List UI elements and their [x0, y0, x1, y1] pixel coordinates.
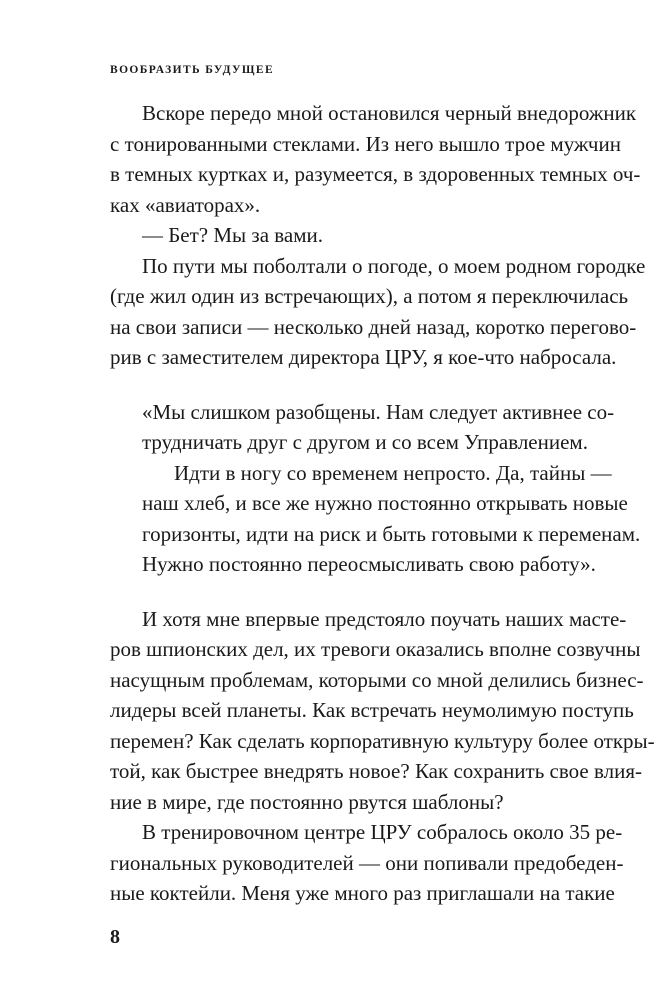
running-head: ВООБРАЗИТЬ БУДУЩЕЕ — [110, 64, 275, 76]
quote-line: Нужно постоянно переосмысливать свою работу». — [142, 552, 596, 576]
text-line: с тонированными стеклами. Из него вышло трое мужчин — [110, 132, 621, 156]
text-line: лидеры всей планеты. Как встречать неумолимую поступь — [110, 698, 634, 722]
text-line: Вскоре передо мной остановился черный внедорожник — [142, 101, 637, 125]
text-line: рив с заместителем директора ЦРУ, я кое-что набросала. — [110, 345, 617, 369]
text-line: на свои записи — несколько дней назад, коротко перегово- — [110, 315, 637, 339]
text-line: (где жил один из встречающих), а потом я переключилась — [110, 284, 629, 308]
text-line: насущным проблемам, которыми со мной делились бизнес- — [110, 668, 644, 692]
quote-line: трудничать друг с другом и со всем Управлением. — [142, 430, 588, 454]
quote-line: «Мы слишком разобщены. Нам следует активнее со- — [142, 400, 615, 424]
text-line: перемен? Как сделать корпоративную культуру более откры- — [110, 729, 655, 753]
text-line: в темных куртках и, разумеется, в здоровенных темных оч- — [110, 162, 641, 186]
text-line: ках «авиаторах». — [110, 193, 261, 217]
text-line: гиональных руководителей — они попивали предобеден- — [110, 851, 624, 875]
quote-line: наш хлеб, и все же нужно постоянно открывать новые — [142, 491, 628, 515]
text-line: ные коктейли. Меня уже много раз приглашали на такие — [110, 881, 615, 905]
page-number: 8 — [110, 926, 120, 948]
text-line: ние в мире, где постоянно рвутся шаблоны? — [110, 790, 504, 814]
text-line: И хотя мне впервые предстояло поучать наших масте- — [142, 607, 627, 631]
text-line: В тренировочном центре ЦРУ собралось около 35 ре- — [142, 820, 623, 844]
text-line: По пути мы поболтали о погоде, о моем родном городке — [142, 254, 646, 278]
text-line: — Бет? Мы за вами. — [142, 223, 324, 247]
text-line: ров шпионских дел, их тревоги оказались вполне созвучны — [110, 637, 641, 661]
quote-line: горизонты, идти на риск и быть готовыми к переменам. — [142, 522, 641, 546]
quote-line: Идти в ногу со временем непросто. Да, тайны — — [174, 461, 612, 485]
text-line: той, как быстрее внедрять новое? Как сохранить свое влия- — [110, 759, 642, 783]
